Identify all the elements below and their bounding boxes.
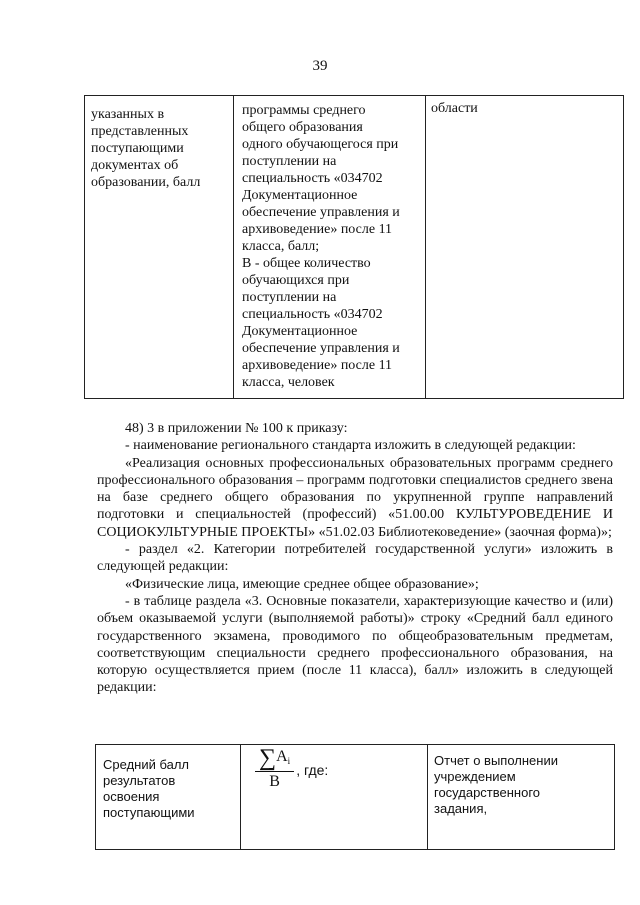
cell-line: Средний балл [103,757,190,772]
cell-line: документах об [91,158,179,173]
cell-line: Документационное [242,188,358,203]
cell-line: В - общее количество [242,256,371,271]
cell-line: освоения [103,789,160,804]
cell-line: учреждением [434,769,516,784]
cell-line: поступающими [103,805,195,820]
table-cell-criterion [85,96,234,399]
cell-line: задания, [434,801,488,816]
cell-line: поступающими [91,141,184,156]
cell-line: Отчет о выполнении [434,753,558,768]
cell-line: общего образования [242,120,363,135]
cell-line: класса, человек [242,375,335,390]
cell-line: специальность «034702 [242,307,383,322]
cell-line: архивоведение» после 11 [242,222,393,237]
cell-line: класса, балл; [242,239,320,254]
paragraph-standard-name: - наименование регионального стандарта изложить в следующей редакции: [125,438,576,454]
table-cell-indicator [96,745,241,850]
page-number: 39 [312,58,328,74]
cell-line: архивоведение» после 11 [242,358,393,373]
table-cell-formula-description [234,96,426,399]
paragraph-section-3: - в таблице раздела «3. Основные показатели, характеризующие качество и (или) объем оказываемой услуги (выполняемой работы)» строку «Средний балл единого государственного экзамена, проводимого по общеобразовательным предметам, соответствующим специальности среднего профессионального образования, на которую осуществляется прием (после 11 класса), балл» изложить в следующей редакции: [97,593,613,696]
cell-line: Документационное [242,324,358,339]
cell-line: поступлении на [242,154,337,169]
fraction-denominator: B [269,773,280,790]
paragraph-section-2: - раздел «2. Категории потребителей государственной услуги» изложить в следующей редакции: [97,542,613,575]
fraction [255,745,294,790]
table-cell-source [428,745,615,850]
cell-line: области [431,101,478,116]
paragraph-item-48: 48) 3 в приложении № 100 к приказу: [125,421,348,436]
cell-line: указанных в [91,107,165,122]
cell-line: обеспечение управления и [242,205,400,220]
cell-line: обучающихся при [242,273,350,288]
cell-line: обеспечение управления и [242,341,400,356]
paragraph-consumers: «Физические лица, имеющие среднее общее образование»; [125,576,479,592]
cell-line: поступлении на [242,290,337,305]
bottom-table [95,744,615,850]
paragraph-standard-text: «Реализация основных профессиональных образовательных программ среднего профессионального образования – программ подготовки специалистов среднего звена на базе среднего общего образования по укрупненной группе направлений подготовки и специальностей (профессий) «51.00.00 КУЛЬТУРОВЕДЕНИЕ И СОЦИОКУЛЬТУРНЫЕ ПРОЕКТЫ» «51.02.03 Библиотековедение» (заочная форма)»; [97,455,613,540]
cell-line: одного обучающегося при [242,137,399,152]
numerator-variable: A [276,748,288,765]
cell-line: программы среднего [242,103,366,118]
cell-line: представленных [91,124,189,139]
cell-line: государственного [434,785,541,800]
table-row [85,96,624,399]
fraction-numerator [255,745,294,772]
table-cell-source [426,96,624,399]
table-cell-formula [241,745,428,850]
formula [255,745,329,790]
numerator-subscript: i [287,756,291,766]
sum-symbol: ∑ [259,745,277,771]
formula-tail: , где: [296,761,329,778]
top-table [84,95,624,399]
cell-line: образовании, балл [91,175,201,190]
document-body [97,420,613,697]
cell-line: специальность «034702 [242,171,383,186]
cell-line: результатов [103,773,176,788]
table-row [96,745,615,850]
